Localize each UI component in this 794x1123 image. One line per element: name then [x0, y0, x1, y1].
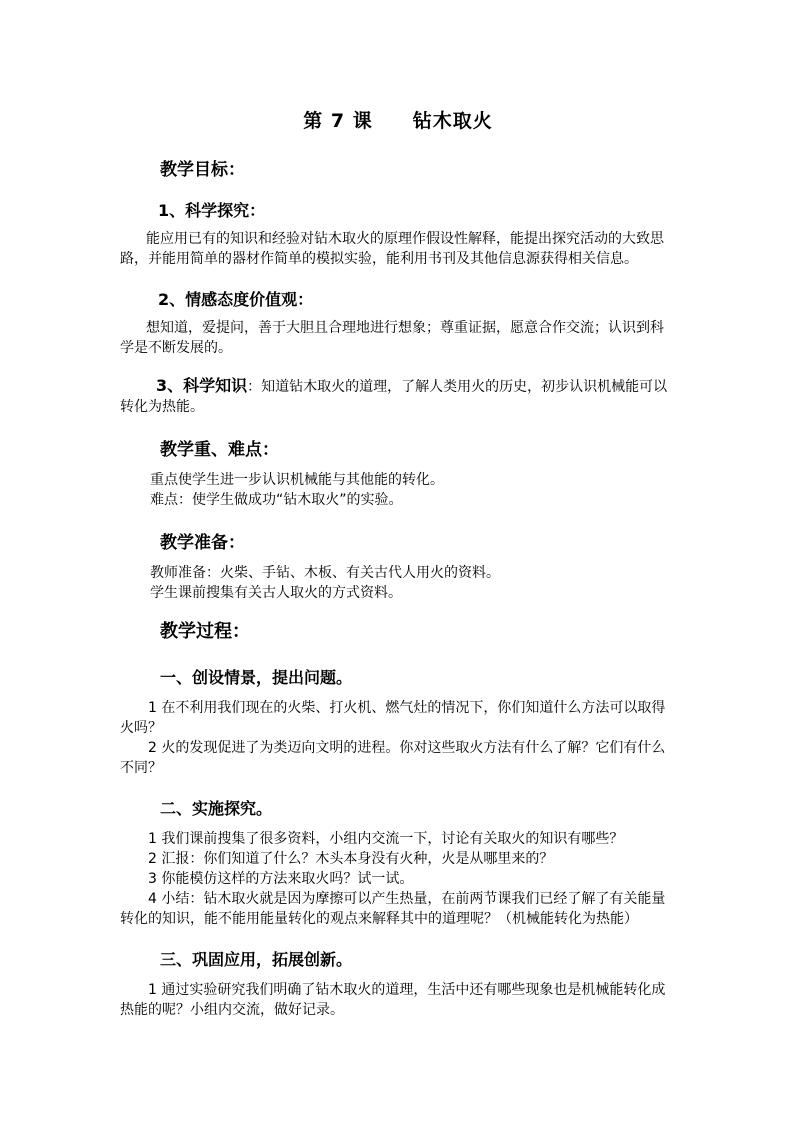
prep-item-1: 教师准备：火柴、手钻、木板、有关古代人用火的资料。 — [150, 565, 500, 581]
part-2-item-2: 2 汇报：你们知道了什么？木头本身没有火种，火是从哪里来的？ — [148, 851, 554, 867]
objective-1-heading: 1、科学探究： — [158, 201, 266, 220]
objective-3-text: ：知道钻木取火的道理，了解人类用火的历史，初步认识机械能可以转化为热能。 — [120, 379, 668, 415]
prep-item-2: 学生课前搜集有关古人取火的方式资料。 — [150, 585, 402, 601]
lesson-number: 第 7 课 — [303, 110, 373, 132]
keypoints-heading: 教学重、难点： — [160, 440, 279, 460]
part-2-heading: 二、实施探究。 — [160, 799, 273, 818]
objectives-heading: 教学目标： — [160, 160, 245, 180]
objective-2-text: 想知道，爱提问，善于大胆且合理地进行想象；尊重证据，愿意合作交流；认识到科学是不断发展的。 — [120, 320, 664, 356]
part-3-item-1: 1 通过实验研究我们明确了钻木取火的道理，生活中还有哪些现象也是机械能转化成热能的呢？小组内交流，做好记录。 — [120, 982, 666, 1018]
part-2-item-3: 3 你能模仿这样的方法来取火吗？试一试。 — [148, 871, 414, 887]
lesson-name: 钻木取火 — [412, 110, 493, 132]
part-1-heading: 一、创设情景，提出问题。 — [160, 668, 353, 687]
part-1-item-1: 1 在不利用我们现在的火柴、打火机、燃气灶的情况下，你们知道什么方法可以取得火吗？ — [120, 700, 666, 736]
prep-heading: 教学准备： — [160, 533, 245, 553]
part-2-item-4: 4 小结：钻木取火就是因为摩擦可以产生热量，在前两节课我们已经了解了有关能量转化的知识，能不能用能量转化的观点来解释其中的道理呢？（机械能转化为热能） — [120, 891, 666, 927]
part-1-item-2: 2 火的发现促进了为类迈向文明的进程。你对这些取火方法有什么了解？它们有什么不同？ — [120, 740, 666, 776]
objective-2-heading: 2、情感态度价值观： — [158, 290, 314, 309]
part-2-item-1: 1 我们课前搜集了很多资料，小组内交流一下，讨论有关取火的知识有哪些？ — [148, 831, 624, 847]
keypoint-1: 重点使学生进一步认识机械能与其他能的转化。 — [150, 472, 444, 488]
keypoint-2: 难点：使学生做成功“钻木取火”的实验。 — [150, 492, 403, 508]
part-3-heading: 三、巩固应用，拓展创新。 — [160, 950, 353, 969]
process-heading: 教学过程： — [160, 621, 250, 642]
lesson-title — [120, 106, 676, 133]
objective-1-text: 能应用已有的知识和经验对钻木取火的原理作假设性解释，能提出探究活动的大致思路，并能用简单的器材作简单的模拟实验，能利用书刊及其他信息源获得相关信息。 — [120, 231, 664, 267]
document-page — [120, 100, 676, 1020]
objective-3 — [120, 376, 676, 417]
objective-3-label: 3、科学知识 — [156, 376, 248, 395]
